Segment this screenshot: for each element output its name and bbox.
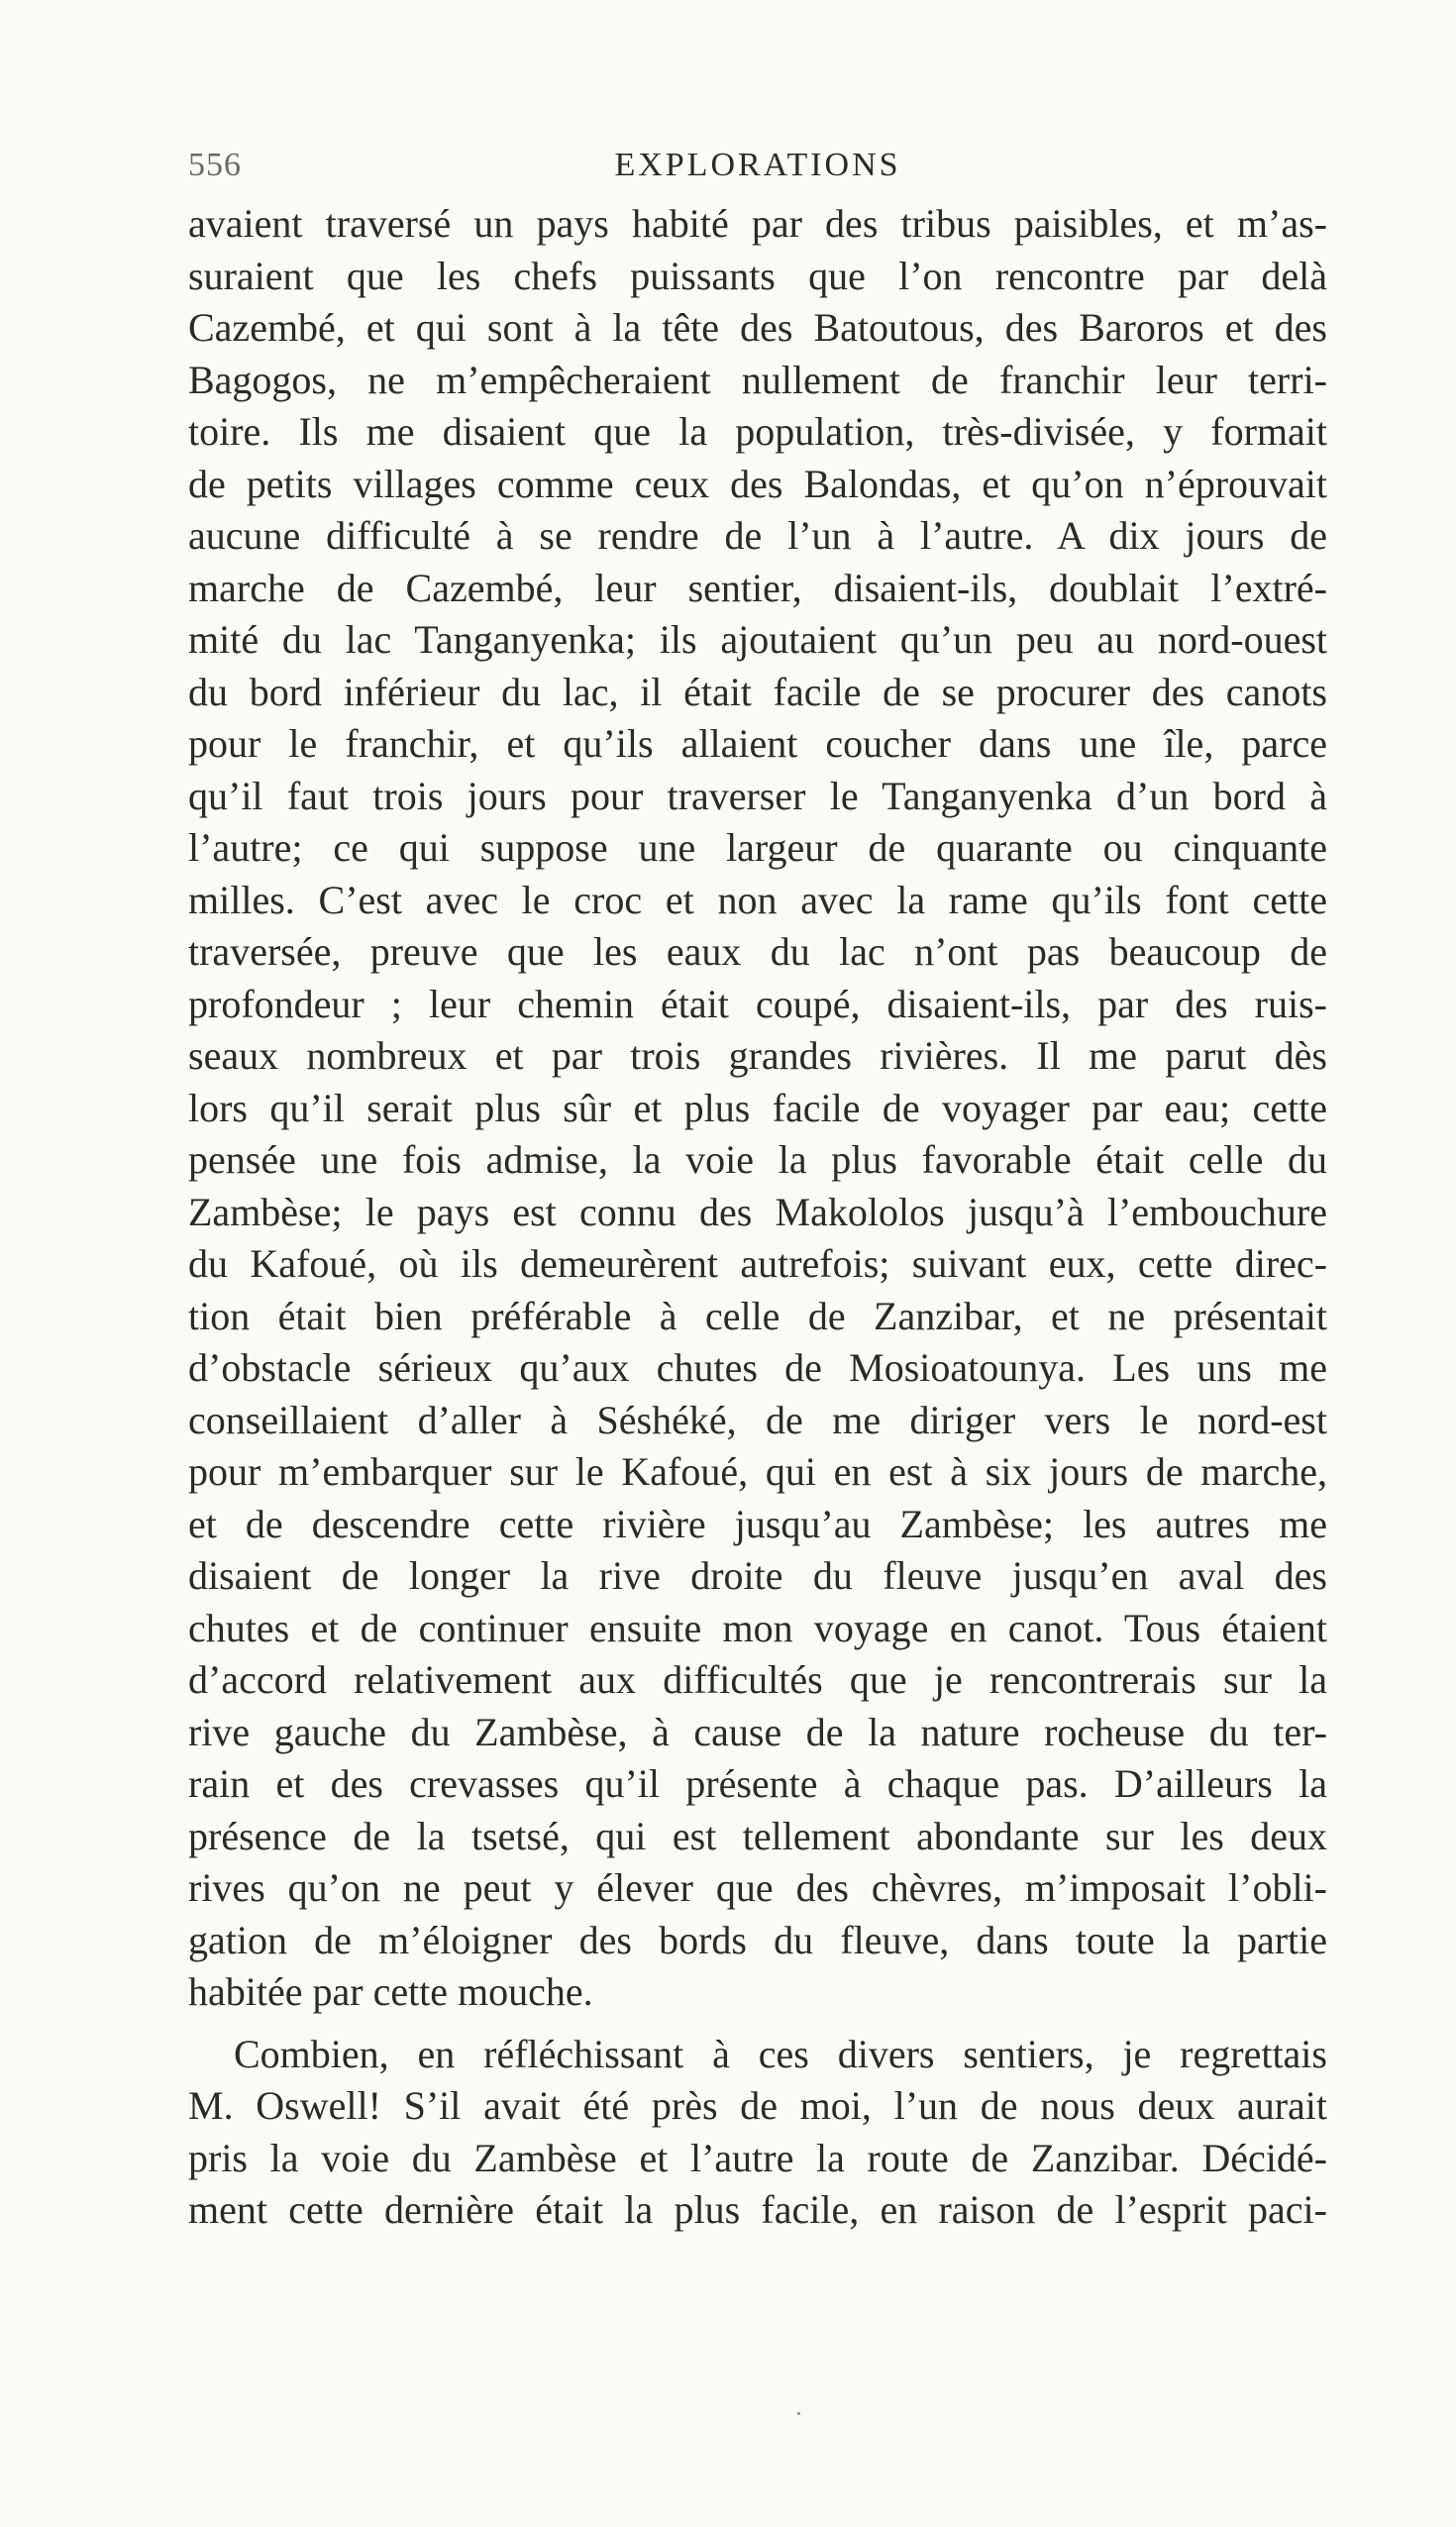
paper-speck — [797, 2412, 800, 2415]
text-line: et de descendre cette rivière jusqu’au Zambèse; les autres me — [188, 1501, 1327, 1546]
text-line: tion était bien préférable à celle de Zanzibar, et ne présentait — [188, 1293, 1327, 1338]
text-line: pour m’embarquer sur le Kafoué, qui en est à six jours de marche, — [188, 1449, 1327, 1494]
text-line: d’accord relativement aux difficultés que je rencontrerais sur la — [188, 1657, 1327, 1702]
text-line: conseillaient d’aller à Séshéké, de me diriger vers le nord-est — [188, 1397, 1327, 1442]
text-line: d’obstacle sérieux qu’aux chutes de Mosioatounya. Les uns me — [188, 1345, 1327, 1390]
text-line: de petits villages comme ceux des Balondas, et qu’on n’éprouvait — [188, 461, 1327, 506]
text-line: profondeur ; leur chemin était coupé, disaient-ils, par des ruis- — [188, 981, 1327, 1026]
text-line: pris la voie du Zambèse et l’autre la route de Zanzibar. Décidé- — [188, 2135, 1327, 2180]
text-line: traversée, preuve que les eaux du lac n’ont pas beaucoup de — [188, 929, 1327, 974]
page-number: 556 — [188, 147, 242, 183]
text-line: lors qu’il serait plus sûr et plus facile de voyager par eau; cette — [188, 1085, 1327, 1130]
text-line: aucune difficulté à se rendre de l’un à l’autre. A dix jours de — [188, 513, 1327, 558]
text-line: milles. C’est avec le croc et non avec la rame qu’ils font cette — [188, 877, 1327, 922]
text-line: pour le franchir, et qu’ils allaient coucher dans une île, parce — [188, 721, 1327, 766]
text-line: pensée une fois admise, la voie la plus favorable était celle du — [188, 1137, 1327, 1182]
text-line: présence de la tsetsé, qui est tellement abondante sur les deux — [188, 1813, 1327, 1858]
text-line: gation de m’éloigner des bords du fleuve, dans toute la partie — [188, 1917, 1327, 1962]
text-line: chutes et de continuer ensuite mon voyage en canot. Tous étaient — [188, 1605, 1327, 1650]
text-line: Bagogos, ne m’empêcheraient nullement de franchir leur terri- — [188, 357, 1327, 402]
text-line: disaient de longer la rive droite du fleuve jusqu’en aval des — [188, 1553, 1327, 1598]
text-line: Combien, en réfléchissant à ces divers sentiers, je regrettais — [234, 2031, 1327, 2076]
text-line: marche de Cazembé, leur sentier, disaient-ils, doublait l’extré- — [188, 565, 1327, 610]
page-header — [188, 139, 1327, 198]
text-line: mité du lac Tanganyenka; ils ajoutaient qu’un peu au nord-ouest — [188, 617, 1327, 662]
text-line: du bord inférieur du lac, il était facile de se procurer des canots — [188, 669, 1327, 714]
text-line: Zambèse; le pays est connu des Makololos jusqu’à l’embouchure — [188, 1189, 1327, 1234]
paragraph — [188, 2029, 1327, 2237]
text-line: du Kafoué, où ils demeurèrent autrefois; suivant eux, cette direc- — [188, 1241, 1327, 1286]
text-line: avaient traversé un pays habité par des tribus paisibles, et m’as- — [188, 201, 1327, 246]
text-line: habitée par cette mouche. — [188, 1969, 593, 2014]
text-line: seaux nombreux et par trois grandes rivières. Il me parut dès — [188, 1033, 1327, 1078]
text-line: toire. Ils me disaient que la population, très-divisée, y formait — [188, 409, 1327, 454]
running-title: EXPLORATIONS — [614, 147, 901, 183]
text-line: Cazembé, et qui sont à la tête des Batoutous, des Baroros et des — [188, 305, 1327, 350]
text-line: M. Oswell! S’il avait été près de moi, l’un de nous deux aurait — [188, 2083, 1327, 2128]
text-line: rive gauche du Zambèse, à cause de la nature rocheuse du ter- — [188, 1709, 1327, 1754]
text-line: suraient que les chefs puissants que l’on rencontre par delà — [188, 253, 1327, 298]
text-line: ment cette dernière était la plus facile, en raison de l’esprit paci- — [188, 2187, 1327, 2232]
body-text — [188, 198, 1327, 2237]
text-line: rives qu’on ne peut y élever que des chèvres, m’imposait l’obli- — [188, 1865, 1327, 1910]
text-line: l’autre; ce qui suppose une largeur de quarante ou cinquante — [188, 825, 1327, 870]
text-line: rain et des crevasses qu’il présente à chaque pas. D’ailleurs la — [188, 1761, 1327, 1806]
paragraph — [188, 198, 1327, 2019]
text-line: qu’il faut trois jours pour traverser le Tanganyenka d’un bord à — [188, 773, 1327, 818]
